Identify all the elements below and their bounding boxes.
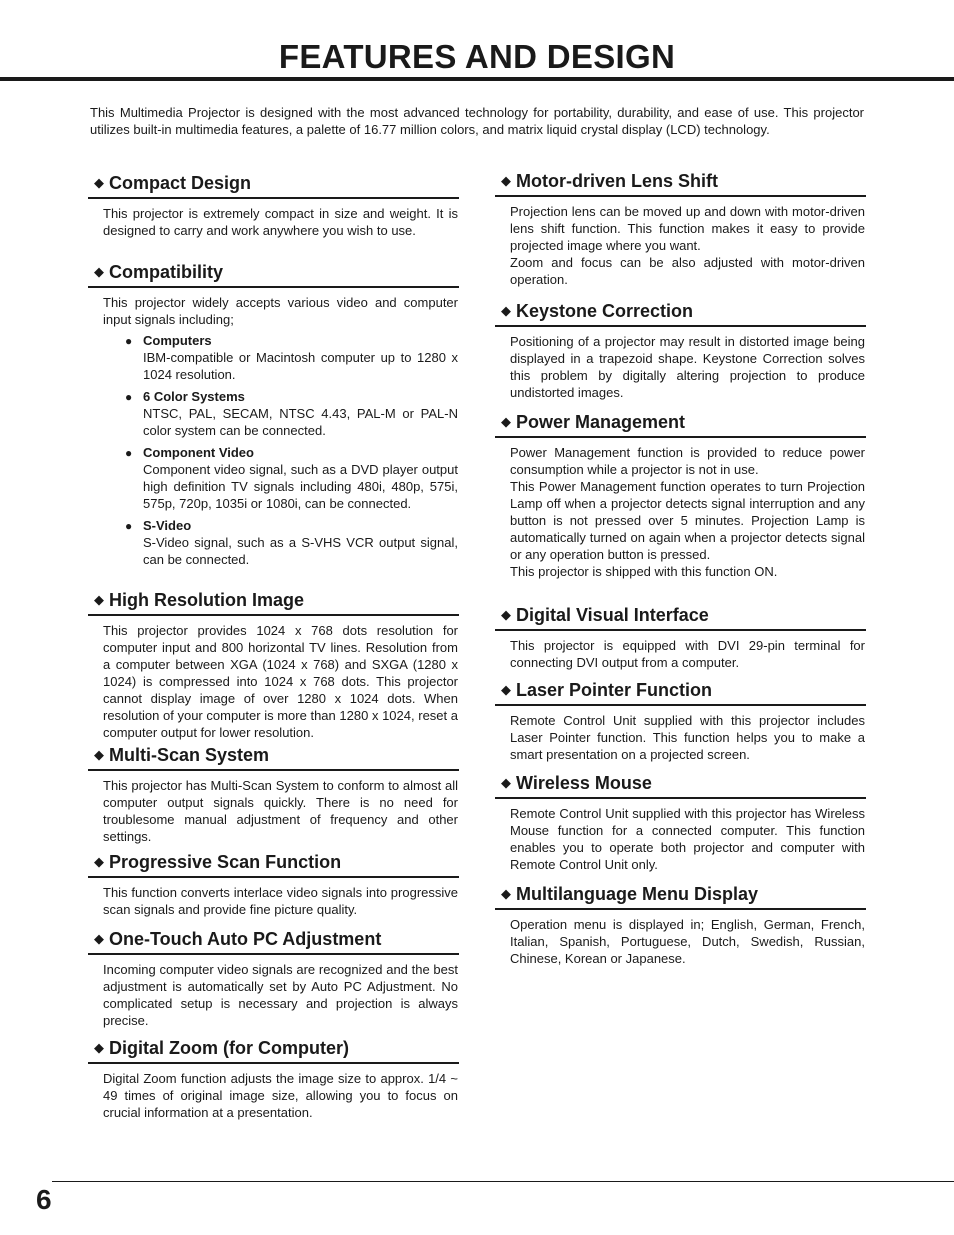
list-item-text: Component video signal, such as a DVD player output high definition TV signals including 480i, 480p, 575i, 575p, 720p, 1035i or 1080i, can be connected. bbox=[143, 462, 458, 511]
section-heading-text: Wireless Mouse bbox=[516, 773, 652, 793]
page-number: 6 bbox=[36, 1184, 52, 1215]
diamond-bullet-icon: ◆ bbox=[94, 854, 104, 869]
section-power-management bbox=[495, 411, 866, 580]
section-digital-zoom bbox=[88, 1037, 459, 1121]
diamond-bullet-icon: ◆ bbox=[501, 775, 511, 790]
section-body bbox=[495, 438, 866, 580]
section-high-resolution-image bbox=[88, 589, 459, 741]
section-heading-text: Motor-driven Lens Shift bbox=[516, 171, 718, 191]
list-item-title: Computers bbox=[143, 333, 212, 348]
section-body bbox=[88, 771, 459, 845]
section-heading bbox=[88, 744, 459, 771]
section-paragraph: This Power Management function operates to turn Projection Lamp off when a projector detects signal interruption and any button is not pressed over 5 minutes. Projection Lamp is automatically turned on again when a projector detects signal or any operation button is pressed. bbox=[510, 479, 865, 562]
section-heading-text: Power Management bbox=[516, 412, 686, 432]
section-heading-text: Laser Pointer Function bbox=[516, 680, 713, 700]
diamond-bullet-icon: ◆ bbox=[501, 414, 511, 429]
section-multi-scan-system bbox=[88, 744, 459, 845]
list-item-text: S-Video signal, such as a S-VHS VCR output signal, can be connected. bbox=[143, 535, 458, 567]
diamond-bullet-icon: ◆ bbox=[94, 747, 104, 762]
section-heading bbox=[495, 170, 866, 197]
section-body bbox=[88, 616, 459, 741]
diamond-bullet-icon: ◆ bbox=[94, 592, 104, 607]
list-item-title: S-Video bbox=[143, 518, 192, 533]
section-paragraph: Operation menu is displayed in; English, German, French, Italian, Spanish, Portuguese, Dutch, Swedish, Russian, Chinese, Korean or Japanese. bbox=[510, 917, 865, 966]
section-body bbox=[88, 955, 459, 1029]
intro-paragraph: This Multimedia Projector is designed with the most advanced technology for portability, durability, and ease of use. This projector utilizes built-in multimedia features, a palette of 16.77 million colors, and matrix liquid crystal display (LCD) technology. bbox=[90, 105, 864, 137]
section-body bbox=[495, 327, 866, 401]
section-paragraph: Positioning of a projector may result in distorted image being displayed in a trapezoid shape. Keystone Correction solves this problem by digitally altering projection to produce undistorted images. bbox=[510, 334, 865, 400]
section-heading bbox=[495, 604, 866, 631]
section-heading-text: High Resolution Image bbox=[109, 590, 305, 610]
dot-bullet-icon: ● bbox=[125, 334, 133, 348]
section-heading bbox=[88, 172, 459, 199]
section-heading bbox=[88, 589, 459, 616]
section-motor-driven-lens-shift bbox=[495, 170, 866, 288]
diamond-bullet-icon: ◆ bbox=[94, 264, 104, 279]
section-body bbox=[495, 197, 866, 288]
section-digital-visual-interface bbox=[495, 604, 866, 671]
compatibility-list bbox=[103, 332, 458, 568]
section-paragraph: Projection lens can be moved up and down with motor-driven lens shift function. This function makes it easy to provide projected image where you want. bbox=[510, 204, 865, 253]
list-item bbox=[103, 388, 458, 439]
section-heading-text: Multi-Scan System bbox=[109, 745, 270, 765]
section-paragraph: Incoming computer video signals are recognized and the best adjustment is automatically set by Auto PC Adjustment. No complicated setup is necessary and projection is always precise. bbox=[103, 962, 458, 1028]
dot-bullet-icon: ● bbox=[125, 519, 133, 533]
section-heading bbox=[88, 1037, 459, 1064]
section-heading-text: Digital Visual Interface bbox=[516, 605, 709, 625]
section-paragraph: This projector is extremely compact in size and weight. It is designed to carry and work anywhere you wish to use. bbox=[103, 206, 458, 238]
section-paragraph: Power Management function is provided to reduce power consumption while a projector is not in use. bbox=[510, 445, 865, 477]
list-item-title: 6 Color Systems bbox=[143, 389, 245, 404]
section-one-touch-auto-pc-adjustment bbox=[88, 928, 459, 1029]
diamond-bullet-icon: ◆ bbox=[501, 607, 511, 622]
diamond-bullet-icon: ◆ bbox=[501, 303, 511, 318]
section-heading-text: Multilanguage Menu Display bbox=[516, 884, 759, 904]
diamond-bullet-icon: ◆ bbox=[501, 682, 511, 697]
section-heading bbox=[495, 772, 866, 799]
section-wireless-mouse bbox=[495, 772, 866, 873]
section-multilanguage-menu-display bbox=[495, 883, 866, 967]
section-paragraph: This projector is shipped with this function ON. bbox=[510, 564, 778, 579]
dot-bullet-icon: ● bbox=[125, 446, 133, 460]
section-heading bbox=[495, 679, 866, 706]
section-progressive-scan-function bbox=[88, 851, 459, 918]
section-body bbox=[495, 910, 866, 967]
section-body bbox=[495, 706, 866, 763]
section-body bbox=[88, 288, 459, 568]
section-heading-text: Compatibility bbox=[109, 262, 224, 282]
section-keystone-correction bbox=[495, 300, 866, 401]
section-heading-text: Compact Design bbox=[109, 173, 252, 193]
section-paragraph: This projector has Multi-Scan System to conform to almost all computer output signals quickly. There is no need for troublesome manual adjustment of frequency and other settings. bbox=[103, 778, 458, 844]
section-body bbox=[88, 199, 459, 239]
section-heading bbox=[495, 300, 866, 327]
section-heading bbox=[88, 928, 459, 955]
diamond-bullet-icon: ◆ bbox=[501, 886, 511, 901]
section-heading bbox=[88, 851, 459, 878]
diamond-bullet-icon: ◆ bbox=[94, 175, 104, 190]
section-heading-text: Digital Zoom (for Computer) bbox=[109, 1038, 349, 1058]
section-paragraph: This projector widely accepts various video and computer input signals including; bbox=[103, 295, 458, 327]
list-item-text: NTSC, PAL, SECAM, NTSC 4.43, PAL-M or PAL-N color system can be connected. bbox=[143, 406, 458, 438]
section-heading bbox=[88, 261, 459, 288]
title-rule bbox=[0, 77, 954, 81]
section-heading-text: One-Touch Auto PC Adjustment bbox=[109, 929, 382, 949]
diamond-bullet-icon: ◆ bbox=[94, 931, 104, 946]
section-heading bbox=[495, 883, 866, 910]
section-body bbox=[88, 878, 459, 918]
section-laser-pointer-function bbox=[495, 679, 866, 763]
section-body bbox=[495, 631, 866, 671]
section-paragraph: Zoom and focus can be also adjusted with motor-driven operation. bbox=[510, 255, 865, 287]
section-body bbox=[495, 799, 866, 873]
diamond-bullet-icon: ◆ bbox=[94, 1040, 104, 1055]
list-item bbox=[103, 517, 458, 568]
list-item bbox=[103, 332, 458, 383]
section-heading-text: Progressive Scan Function bbox=[109, 852, 342, 872]
list-item-text: IBM-compatible or Macintosh computer up to 1280 x 1024 resolution. bbox=[143, 350, 458, 382]
section-compatibility bbox=[88, 261, 459, 573]
footer-rule bbox=[52, 1181, 954, 1182]
section-heading bbox=[495, 411, 866, 438]
list-item bbox=[103, 444, 458, 512]
section-paragraph: Remote Control Unit supplied with this projector includes Laser Pointer function. This function helps you to make a smart presentation on a projected screen. bbox=[510, 713, 865, 762]
section-heading-text: Keystone Correction bbox=[516, 301, 694, 321]
section-paragraph: Remote Control Unit supplied with this projector has Wireless Mouse function for a connected computer. This function enables you to operate both projector and computer with Remote Control Unit only. bbox=[510, 806, 865, 872]
section-paragraph: This function converts interlace video signals into progressive scan signals and provide fine picture quality. bbox=[103, 885, 458, 917]
section-paragraph: Digital Zoom function adjusts the image size to approx. 1/4 ~ 49 times of original image size, allowing you to focus on crucial information at a presentation. bbox=[103, 1071, 458, 1120]
section-paragraph: This projector is equipped with DVI 29-pin terminal for connecting DVI output from a computer. bbox=[510, 638, 865, 670]
diamond-bullet-icon: ◆ bbox=[501, 173, 511, 188]
list-item-title: Component Video bbox=[143, 445, 254, 460]
dot-bullet-icon: ● bbox=[125, 390, 133, 404]
section-body bbox=[88, 1064, 459, 1121]
section-compact-design bbox=[88, 172, 459, 239]
section-paragraph: This projector provides 1024 x 768 dots resolution for computer input and 800 horizontal TV lines. Resolution from a computer between XGA (1024 x 768) and SXGA (1280 x 1024) is compressed into 1024 x 768 dots. This projector cannot display image of over 1280 x 1024 dots. When resolution of your computer is more than 1280 x 1024, reset a computer output for lower resolution. bbox=[103, 623, 458, 740]
page-title: FEATURES AND DESIGN bbox=[278, 38, 676, 75]
